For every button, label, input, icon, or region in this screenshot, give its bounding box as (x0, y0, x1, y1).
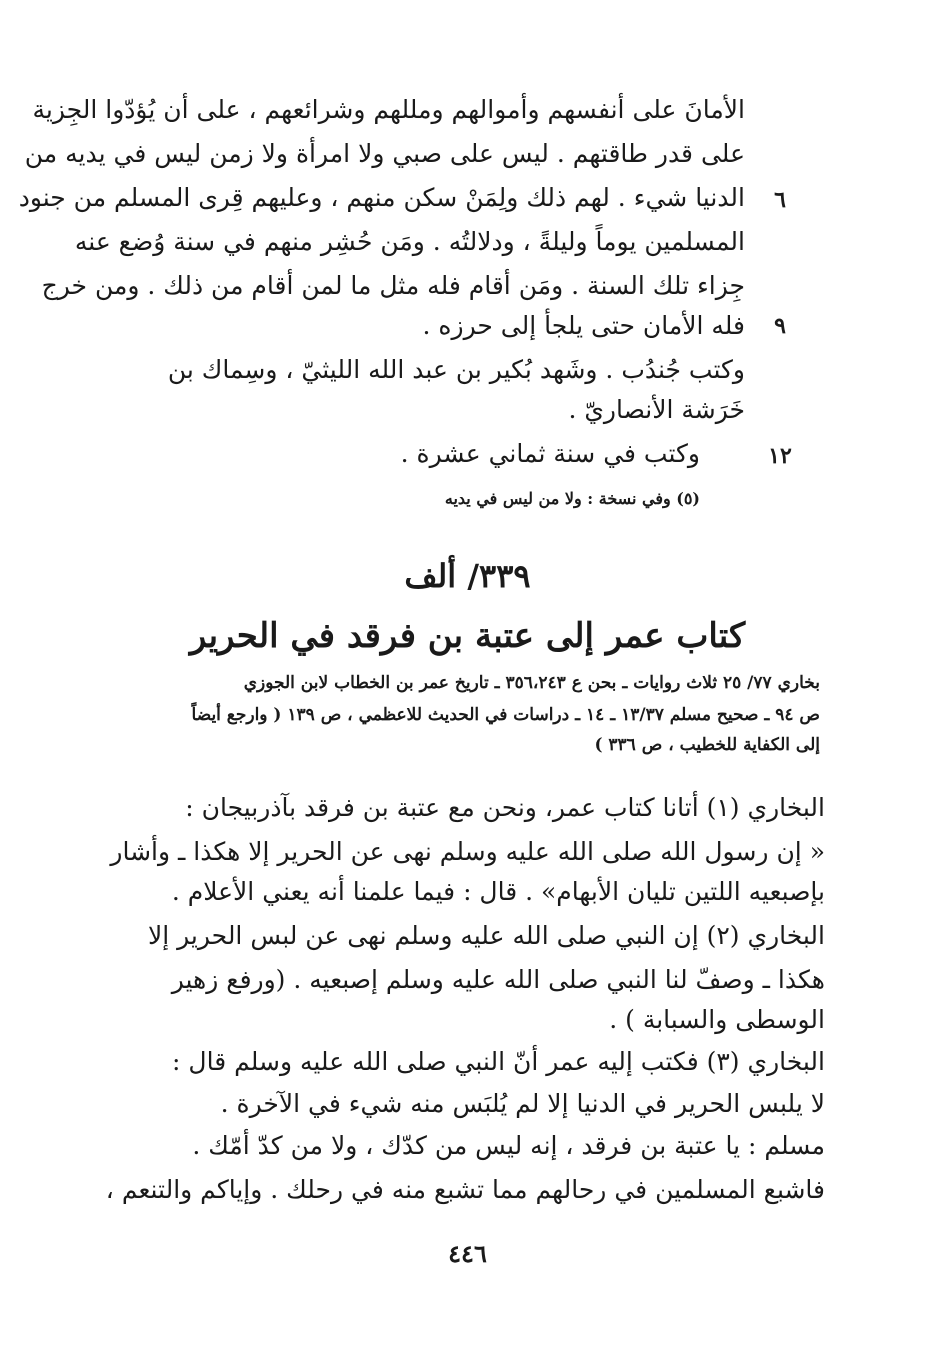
body-line: « إن رسول الله صلى الله عليه وسلم نهى عن الحرير إلا هكذا ـ وأشار (110, 837, 825, 866)
text-line: الأمانَ على أنفسهم وأموالهم ومللهم وشرائعهم ، على أن يُؤدّوا الجِزية (32, 95, 745, 124)
text-line: على قدر طاقتهم . ليس على صبي ولا امرأة ولا زمن ليس في يديه من (24, 139, 745, 168)
body-line: هكذا ـ وصفّ لنا النبي صلى الله عليه وسلم إصبعيه . (ورفع زهير (171, 965, 825, 994)
body-line: البخاري (٢) إن النبي صلى الله عليه وسلم نهى عن لبس الحرير إلا (147, 921, 825, 950)
text-line: الدنيا شيء . لهم ذلك ولِمَنْ سكن منهم ، وعليهم قِرى المسلم من جنود (18, 183, 745, 212)
text-line: جِزاء تلك السنة . ومَن أقام فله مثل ما لمن أقام من ذلك . ومن خرج (41, 271, 745, 300)
body-line: بإصبعيه اللتين تليان الأبهام» . قال : فيما علمنا أنه يعني الأعلام . (171, 877, 825, 906)
text-line: خَرَشة الأنصاريّ . (568, 395, 745, 424)
body-line: البخاري (١) أتانا كتاب عمر، ونحن مع عتبة بن فرقد بآذربيجان : (185, 793, 825, 822)
body-line: لا يلبس الحرير في الدنيا إلا لم يُلبَس منه شيء في الآخرة . (220, 1089, 825, 1118)
body-line: مسلم : يا عتبة بن فرقد ، إنه ليس من كدّك ، ولا من كدّ أمّك . (192, 1131, 825, 1160)
source-line: ص ٩٤ ـ صحيح مسلم ١٣/٣٧ ـ ١٤ ـ دراسات في الحديث للاعظمي ، ص ١٣٩ ( وارجع أيضاً (191, 705, 820, 725)
body-line: فاشبع المسلمين في رحالهم مما تشبع منه في رحلك . وإياكم والتنعم ، (105, 1175, 825, 1204)
text-line: وكتب جُندُب . وشَهد بُكير بن عبد الله الليثيّ ، وسِماك بن (167, 355, 745, 384)
line-number: ٦ (774, 187, 786, 213)
section-number: ٣٣٩/ ألف (404, 557, 531, 595)
source-line: إلى الكفاية للخطيب ، ص ٣٣٦ ) (594, 735, 820, 755)
text-line: وكتب في سنة ثماني عشرة . (400, 439, 700, 468)
text-line: المسلمين يوماً وليلةً ، ودلالتُه . ومَن حُشِر منهم في سنة وُضع عنه (74, 227, 745, 256)
text-line: فله الأمان حتى يلجأ إلى حرزه . (422, 311, 745, 340)
line-number: ١٢ (768, 443, 792, 469)
body-line: البخاري (٣) فكتب إليه عمر أنّ النبي صلى الله عليه وسلم قال : (172, 1047, 825, 1076)
line-number: ٩ (774, 313, 786, 339)
page-number: ٤٤٦ (448, 1239, 487, 1268)
source-line: بخاري ٧٧/ ٢٥ ثلاث روايات ـ بحن ع ٣٥٦،٢٤٣ ـ تاريخ عمر بن الخطاب لابن الجوزي (243, 673, 820, 693)
footnote: (٥) وفي نسخة : ولا من ليس في يديه (444, 489, 700, 508)
body-line: الوسطى والسبابة ) . (609, 1005, 825, 1034)
section-title: كتاب عمر إلى عتبة بن فرقد في الحرير (189, 616, 746, 656)
